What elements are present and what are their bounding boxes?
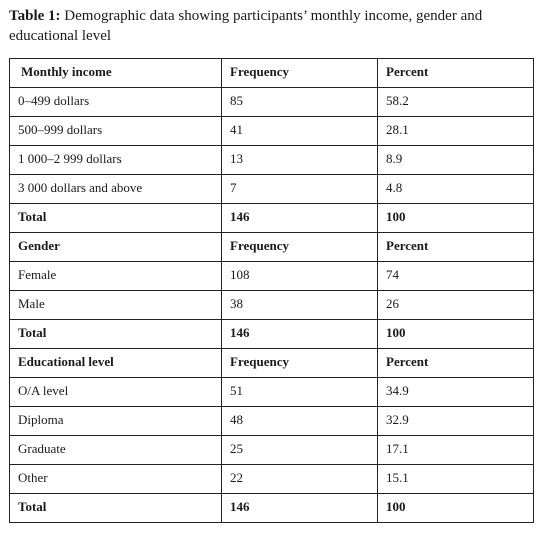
- table-cell: Graduate: [10, 436, 222, 465]
- total-cell: 146: [222, 320, 378, 349]
- table-cell: 8.9: [378, 146, 534, 175]
- total-cell: 100: [378, 494, 534, 523]
- table-cell: 22: [222, 465, 378, 494]
- header-cell: Monthly income: [10, 59, 222, 88]
- section-header-row: [10, 233, 534, 262]
- table-cell: 0–499 dollars: [10, 88, 222, 117]
- header-cell: Percent: [378, 233, 534, 262]
- table-cell: 28.1: [378, 117, 534, 146]
- table-cell: 108: [222, 262, 378, 291]
- table-cell: 17.1: [378, 436, 534, 465]
- table-caption: [9, 6, 509, 46]
- table-cell: Male: [10, 291, 222, 320]
- demographic-table: [9, 58, 534, 523]
- table-cell: O/A level: [10, 378, 222, 407]
- total-row: [10, 320, 534, 349]
- table-cell: Diploma: [10, 407, 222, 436]
- total-cell: 100: [378, 320, 534, 349]
- table-cell: 32.9: [378, 407, 534, 436]
- table-cell: 38: [222, 291, 378, 320]
- table-cell: 85: [222, 88, 378, 117]
- table-cell: 4.8: [378, 175, 534, 204]
- header-cell: Percent: [378, 349, 534, 378]
- table-row: [10, 436, 534, 465]
- table-cell: 7: [222, 175, 378, 204]
- table-cell: 15.1: [378, 465, 534, 494]
- table-cell: 1 000–2 999 dollars: [10, 146, 222, 175]
- table-row: [10, 88, 534, 117]
- table-cell: 34.9: [378, 378, 534, 407]
- header-cell: Frequency: [222, 349, 378, 378]
- table-row: [10, 175, 534, 204]
- table-cell: 500–999 dollars: [10, 117, 222, 146]
- table-cell: 26: [378, 291, 534, 320]
- total-row: [10, 494, 534, 523]
- table-cell: 13: [222, 146, 378, 175]
- table-cell: Other: [10, 465, 222, 494]
- section-header-row: [10, 349, 534, 378]
- caption-label: Table 1:: [9, 8, 61, 24]
- table-row: [10, 117, 534, 146]
- total-cell: 146: [222, 204, 378, 233]
- table-row: [10, 407, 534, 436]
- total-cell: Total: [10, 494, 222, 523]
- total-row: [10, 204, 534, 233]
- table-cell: 3 000 dollars and above: [10, 175, 222, 204]
- table-row: [10, 291, 534, 320]
- table-cell: 51: [222, 378, 378, 407]
- total-cell: Total: [10, 320, 222, 349]
- total-cell: 146: [222, 494, 378, 523]
- table-cell: 74: [378, 262, 534, 291]
- total-cell: 100: [378, 204, 534, 233]
- table-row: [10, 465, 534, 494]
- table-row: [10, 378, 534, 407]
- section-header-row: [10, 59, 534, 88]
- header-cell: Percent: [378, 59, 534, 88]
- header-cell: Frequency: [222, 233, 378, 262]
- header-cell: Educational level: [10, 349, 222, 378]
- header-cell: Frequency: [222, 59, 378, 88]
- table-cell: 25: [222, 436, 378, 465]
- header-cell: Gender: [10, 233, 222, 262]
- table-cell: 48: [222, 407, 378, 436]
- table-cell: 58.2: [378, 88, 534, 117]
- table-row: [10, 262, 534, 291]
- table-cell: 41: [222, 117, 378, 146]
- total-cell: Total: [10, 204, 222, 233]
- table-cell: Female: [10, 262, 222, 291]
- table-row: [10, 146, 534, 175]
- caption-text: Demographic data showing participants’ monthly income, gender and educational level: [9, 8, 483, 44]
